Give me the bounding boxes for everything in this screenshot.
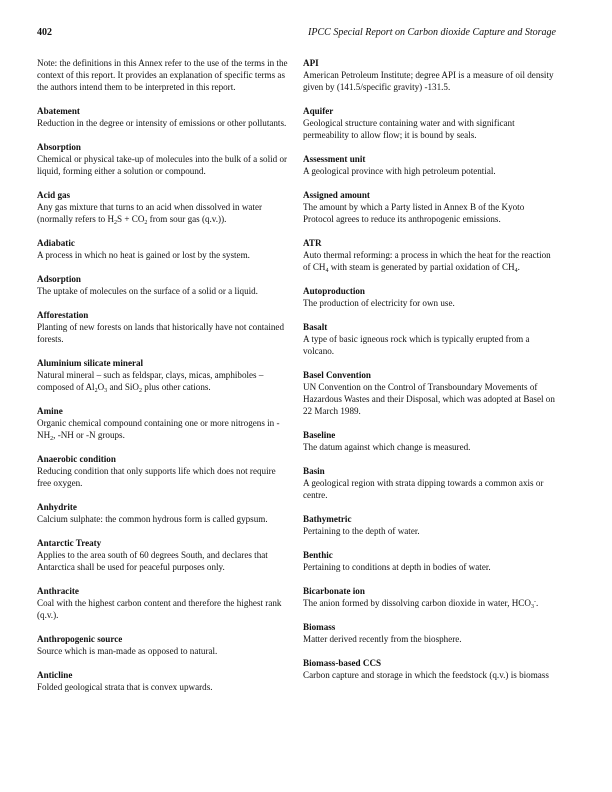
definition-text: with steam is generated by partial oxidation of CH: [328, 262, 515, 272]
subscript: 3: [530, 604, 534, 610]
glossary-definition: American Petroleum Institute; degree API is a measure of oil density given by (141.5/specific gravity) -131.5.: [303, 70, 554, 92]
glossary-definition: Pertaining to conditions at depth in bodies of water.: [303, 562, 491, 572]
definition-text: O: [97, 382, 105, 392]
superscript: -: [533, 599, 536, 605]
definition-text: .: [535, 598, 539, 608]
glossary-definition: Pertaining to the depth of water.: [303, 526, 420, 536]
glossary-entry-amine: [37, 405, 289, 441]
glossary-entry-aquifer: [303, 105, 556, 141]
glossary-entry-autoproduction: [303, 285, 556, 309]
definition-text: from sour gas (q.v.)).: [147, 214, 227, 224]
glossary-entry-bathymetric: [303, 513, 556, 537]
glossary-term: Acid gas: [37, 190, 71, 200]
glossary-term: Aquifer: [303, 106, 334, 116]
glossary-entry-biomass-based-ccs: [303, 657, 556, 681]
glossary-entry-biomass: [303, 621, 556, 645]
glossary-term: API: [303, 58, 319, 68]
glossary-definition: [37, 201, 289, 225]
glossary-entry-basel-convention: [303, 369, 556, 417]
glossary-entry-anthropogenic-source: [37, 633, 289, 657]
glossary-entry-antarctic-treaty: [37, 537, 289, 573]
glossary-definition: Reducing condition that only supports life which does not require free oxygen.: [37, 466, 276, 488]
glossary-definition: [37, 417, 289, 441]
glossary-definition: The datum against which change is measured.: [303, 442, 471, 452]
subscript: 2: [139, 388, 142, 394]
glossary-definition: [37, 369, 289, 393]
definition-text: and SiO: [107, 382, 139, 392]
glossary-term: Amine: [37, 406, 63, 416]
glossary-definition: Planting of new forests on lands that historically have not contained forests.: [37, 322, 284, 344]
glossary-term: Bicarbonate ion: [303, 586, 365, 596]
glossary-term: Aluminium silicate mineral: [37, 358, 144, 368]
glossary-definition: The uptake of molecules on the surface of a solid or a liquid.: [37, 286, 258, 296]
glossary-entry-absorption: [37, 141, 289, 177]
definition-text: Auto thermal reforming: a process in which the heat for the reaction of CH: [303, 250, 551, 272]
glossary-term: Anticline: [37, 670, 73, 680]
glossary-term: Biomass: [303, 622, 336, 632]
glossary-definition: A geological province with high petroleum potential.: [303, 166, 496, 176]
glossary-definition: A type of basic igneous rock which is typically erupted from a volcano.: [303, 334, 530, 356]
glossary-term: ATR: [303, 238, 322, 248]
glossary-term: Anthracite: [37, 586, 79, 596]
glossary-entry-bicarbonate-ion: [303, 585, 556, 609]
glossary-entry-adsorption: [37, 273, 289, 297]
running-title: IPCC Special Report on Carbon dioxide Capture and Storage: [308, 27, 556, 38]
glossary-entry-anaerobic-condition: [37, 453, 289, 489]
glossary-entry-adiabatic: [37, 237, 289, 261]
glossary-definition: The amount by which a Party listed in Annex B of the Kyoto Protocol agrees to reduce its anthropogenic emissions.: [303, 202, 525, 224]
glossary-term: Assessment unit: [303, 154, 366, 164]
subscript: 2: [144, 220, 148, 226]
glossary-term: Basin: [303, 466, 325, 476]
glossary-term: Baseline: [303, 430, 336, 440]
subscript: 2: [94, 388, 98, 394]
glossary-entry-aluminium-silicate-mineral: [37, 357, 289, 393]
glossary-entry-anhydrite: [37, 501, 289, 525]
glossary-entry-acid-gas: [37, 189, 289, 225]
glossary-definition: The production of electricity for own use.: [303, 298, 455, 308]
glossary-entry-api: [303, 57, 556, 93]
glossary-definition: Reduction in the degree or intensity of emissions or other pollutants.: [37, 118, 287, 128]
subscript: 2: [114, 220, 118, 226]
definition-text: Natural mineral – such as feldspar, clays, micas, amphiboles – composed of Al: [37, 370, 264, 392]
glossary-term: Anthropogenic source: [37, 634, 123, 644]
definition-text: Any gas mixture that turns to an acid when dissolved in water (normally refers to H: [37, 202, 263, 224]
subscript: 2: [50, 436, 54, 442]
glossary-definition: Coal with the highest carbon content and therefore the highest rank (q.v.).: [37, 598, 282, 620]
glossary-entry-basalt: [303, 321, 556, 357]
subscript: 4: [325, 268, 329, 274]
glossary-definition: Geological structure containing water and with significant permeability to allow flow; it is bound by seals.: [303, 118, 515, 140]
glossary-entry-afforestation: [37, 309, 289, 345]
glossary-definition: [303, 597, 556, 609]
definition-text: Organic chemical compound containing one or more nitrogens in -NH: [37, 418, 280, 440]
right-column: [303, 57, 556, 693]
glossary-entry-baseline: [303, 429, 556, 453]
glossary-entry-atr: [303, 237, 556, 273]
glossary-definition: Folded geological strata that is convex upwards.: [37, 682, 213, 692]
glossary-entry-benthic: [303, 549, 556, 573]
glossary-term: Autoproduction: [303, 286, 365, 296]
glossary-entry-assigned-amount: [303, 189, 556, 225]
glossary-term: Adiabatic: [37, 238, 75, 248]
page-number: 402: [37, 27, 52, 38]
glossary-term: Abatement: [37, 106, 80, 116]
glossary-definition: [303, 249, 556, 273]
glossary-definition: Applies to the area south of 60 degrees South, and declares that Antarctica shall be used for peaceful purposes only.: [37, 550, 268, 572]
glossary-definition: Carbon capture and storage in which the feedstock (q.v.) is biomass: [303, 670, 549, 680]
glossary-term: Benthic: [303, 550, 333, 560]
glossary-entry-assessment-unit: [303, 153, 556, 177]
glossary-term: Anaerobic condition: [37, 454, 116, 464]
subscript: 4: [514, 268, 518, 274]
definition-text: S + CO: [117, 214, 145, 224]
glossary-definition: A geological region with strata dipping towards a common axis or centre.: [303, 478, 544, 500]
left-column: [37, 57, 289, 705]
glossary-term: Assigned amount: [303, 190, 370, 200]
glossary-definition: Source which is man-made as opposed to natural.: [37, 646, 218, 656]
glossary-definition: Chemical or physical take-up of molecules into the bulk of a solid or liquid, forming either a solution or compound.: [37, 154, 288, 176]
definition-text: The anion formed by dissolving carbon dioxide in water, HCO: [303, 598, 531, 608]
glossary-definition: Calcium sulphate: the common hydrous form is called gypsum.: [37, 514, 268, 524]
glossary-entry-basin: [303, 465, 556, 501]
definition-text: .: [517, 262, 520, 272]
intro-note: Note: the definitions in this Annex refer to the use of the terms in the context of this report. It provides an explanation of specific terms as the authors intend them to be interpreted in this report.: [37, 58, 288, 92]
glossary-entry-abatement: [37, 105, 289, 129]
glossary-term: Biomass-based CCS: [303, 658, 382, 668]
glossary-term: Basalt: [303, 322, 328, 332]
glossary-definition: A process in which no heat is gained or lost by the system.: [37, 250, 250, 260]
definition-text: plus other cations.: [142, 382, 211, 392]
page-header: [37, 27, 556, 41]
glossary-term: Antarctic Treaty: [37, 538, 102, 548]
definition-text: , -NH or -N groups.: [53, 430, 125, 440]
glossary-term: Anhydrite: [37, 502, 77, 512]
glossary-term: Bathymetric: [303, 514, 352, 524]
glossary-term: Absorption: [37, 142, 81, 152]
subscript: 3: [104, 388, 108, 394]
glossary-entry-anticline: [37, 669, 289, 693]
glossary-entry-anthracite: [37, 585, 289, 621]
glossary-definition: UN Convention on the Control of Transboundary Movements of Hazardous Wastes and their Disposal, which was adopted at Basel on 22 March 1989.: [303, 382, 555, 416]
glossary-term: Afforestation: [37, 310, 89, 320]
glossary-definition: Matter derived recently from the biosphere.: [303, 634, 462, 644]
glossary-term: Adsorption: [37, 274, 81, 284]
glossary-term: Basel Convention: [303, 370, 371, 380]
